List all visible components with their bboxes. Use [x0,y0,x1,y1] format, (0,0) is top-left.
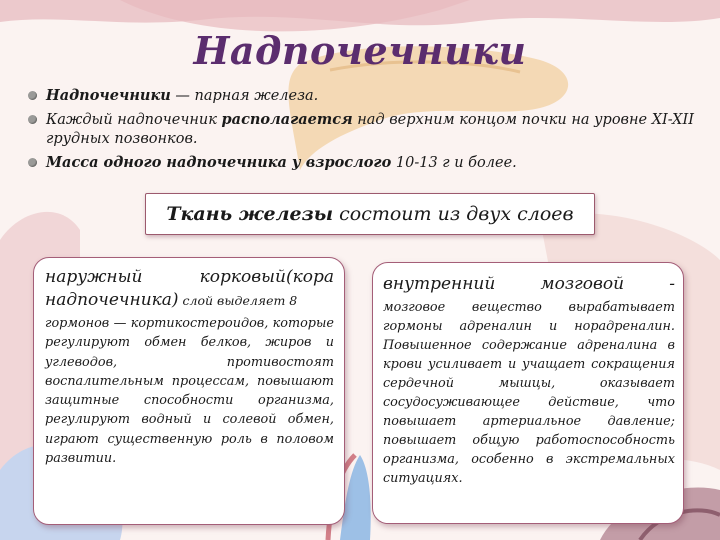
bullet-icon [28,91,37,100]
page-title: Надпочечники [193,28,527,73]
layers-banner [145,193,595,235]
cortex-heading-tail: слой выделяет 8 [178,293,298,308]
bullet-text: 10-13 г и более. [391,155,517,171]
medulla-layer-box [372,262,684,524]
medulla-heading: внутренний мозговой - [383,274,675,294]
bullet-icon [28,115,37,124]
banner-text: состоит из двух слоев [333,203,574,225]
cortex-heading-line-1: наружный корковый(кора [45,267,334,287]
cortex-heading-term: надпочечника) [45,290,179,310]
cortex-description: гормонов — кортикостероидов, которые регулируют обмен белков, жиров и углеводов, противостоят воспалительным процессам, повышают защитные способности организма, регулируют водный и солевой обмен, играют существенную роль в половом развитии. [45,316,334,467]
medulla-description: мозговое вещество вырабатывает гормоны адреналин и норадреналин. Повышенное содержание адреналина в крови усиливает и учащает сокращения сердечной мышцы, оказывает сосудосуживающее действие, что повышает артериальное давление; повышает общую работоспособность организма, особенно в экстремальных ситуациях. [383,300,675,486]
bullet-text: Каждый надпочечник [46,112,222,128]
bullet-bold-text: Надпочечники [46,87,171,104]
list-item [26,86,696,106]
bullet-text: над верхним концом почки на уровне XI-XII грудных позвонков. [46,112,694,147]
cortex-heading-line-2 [45,289,334,312]
list-item [26,153,696,173]
bullet-bold-text: Масса одного надпочечника у взрослого [46,154,392,171]
bullet-icon [28,158,37,167]
bullet-bold-text: располагается [221,111,353,128]
cortex-layer-box [33,257,345,525]
banner-bold-text: Ткань железы [166,203,334,225]
bullet-list [26,86,696,177]
list-item [26,110,696,149]
bullet-text: — парная железа. [170,88,319,104]
